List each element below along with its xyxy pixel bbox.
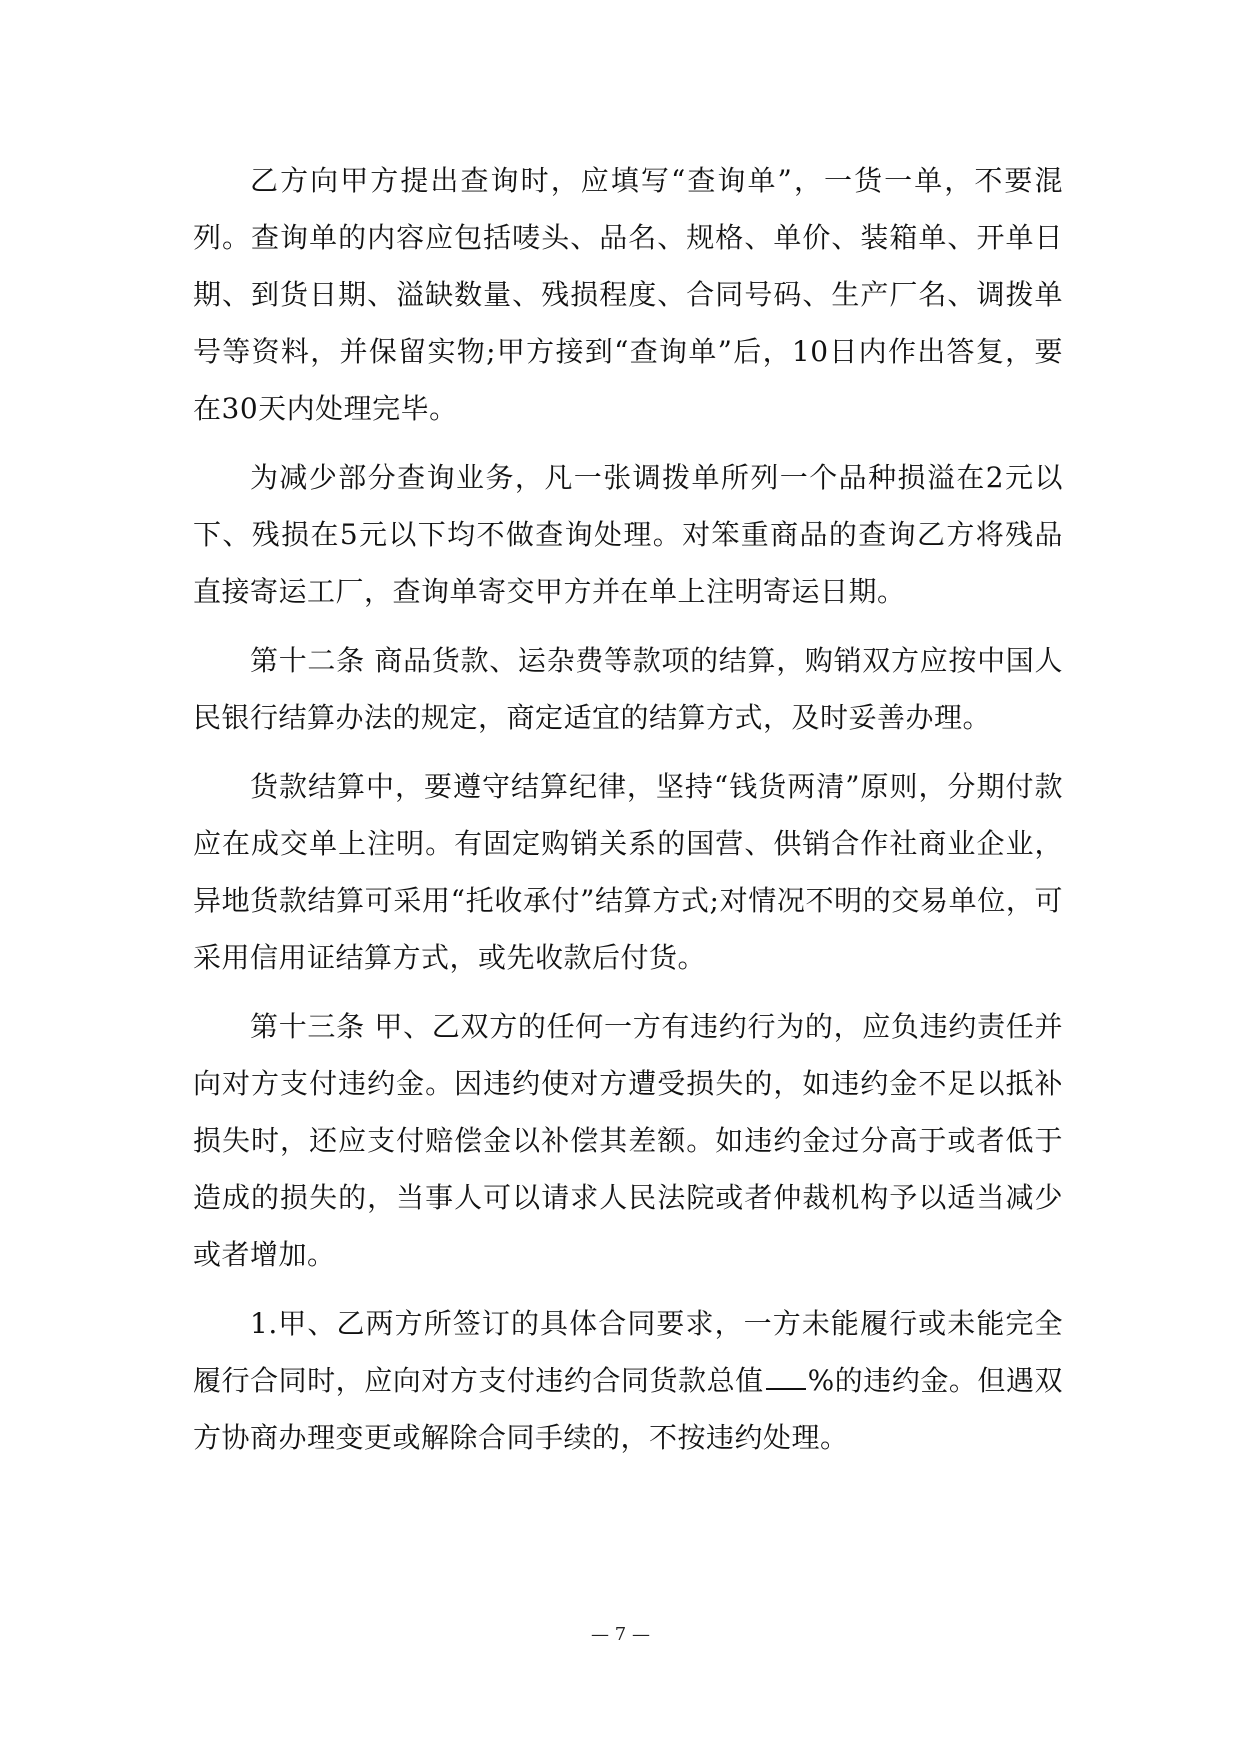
paragraph-article-12: 第十二条 商品货款、运杂费等款项的结算，购销双方应按中国人民银行结算办法的规定，商定适宜的结算方式，及时妥善办理。 xyxy=(193,644,1063,734)
penalty-text-before-blank: 1.甲、乙两方所签订的具体合同要求，一方未能履行或未能完全履行合同时，应向对方支付违约合同货款总值 xyxy=(193,1307,1063,1397)
paragraph-article-13: 第十三条 甲、乙双方的任何一方有违约行为的，应负违约责任并向对方支付违约金。因违约使对方遭受损失的，如违约金不足以抵补损失时，还应支付赔偿金以补偿其差额。如违约金过分高于或者低于造成的损失的，当事人可以请求人民法院或者仲裁机构予以适当减少或者增加。 xyxy=(193,1010,1063,1271)
penalty-text-after-blank: %的违约金。但遇双方协商办理变更或解除合同手续的，不按违约处理。 xyxy=(193,1364,1063,1454)
document-body xyxy=(193,152,1063,1478)
percentage-blank-field xyxy=(766,1366,806,1390)
paragraph-inquiry-procedure: 乙方向甲方提出查询时，应填写“查询单”，一货一单，不要混列。查询单的内容应包括唛头、品名、规格、单价、装箱单、开单日期、到货日期、溢缺数量、残损程度、合同号码、生产厂名、调拨单号等资料，并保留实物;甲方接到“查询单”后，10日内作出答复，要在30天内处理完毕。 xyxy=(193,164,1063,425)
paragraph-inquiry-exemption: 为减少部分查询业务，凡一张调拨单所列一个品种损溢在2元以下、残损在5元以下均不做查询处理。对笨重商品的查询乙方将残品直接寄运工厂，查询单寄交甲方并在单上注明寄运日期。 xyxy=(193,461,1063,608)
paragraph-penalty-clause-1 xyxy=(193,1295,1063,1466)
page-number: — 7 — xyxy=(591,1624,650,1645)
paragraph-payment-settlement: 货款结算中，要遵守结算纪律，坚持“钱货两清”原则，分期付款应在成交单上注明。有固定购销关系的国营、供销合作社商业企业，异地货款结算可采用“托收承付”结算方式;对情况不明的交易单位，可采用信用证结算方式，或先收款后付货。 xyxy=(193,770,1063,974)
